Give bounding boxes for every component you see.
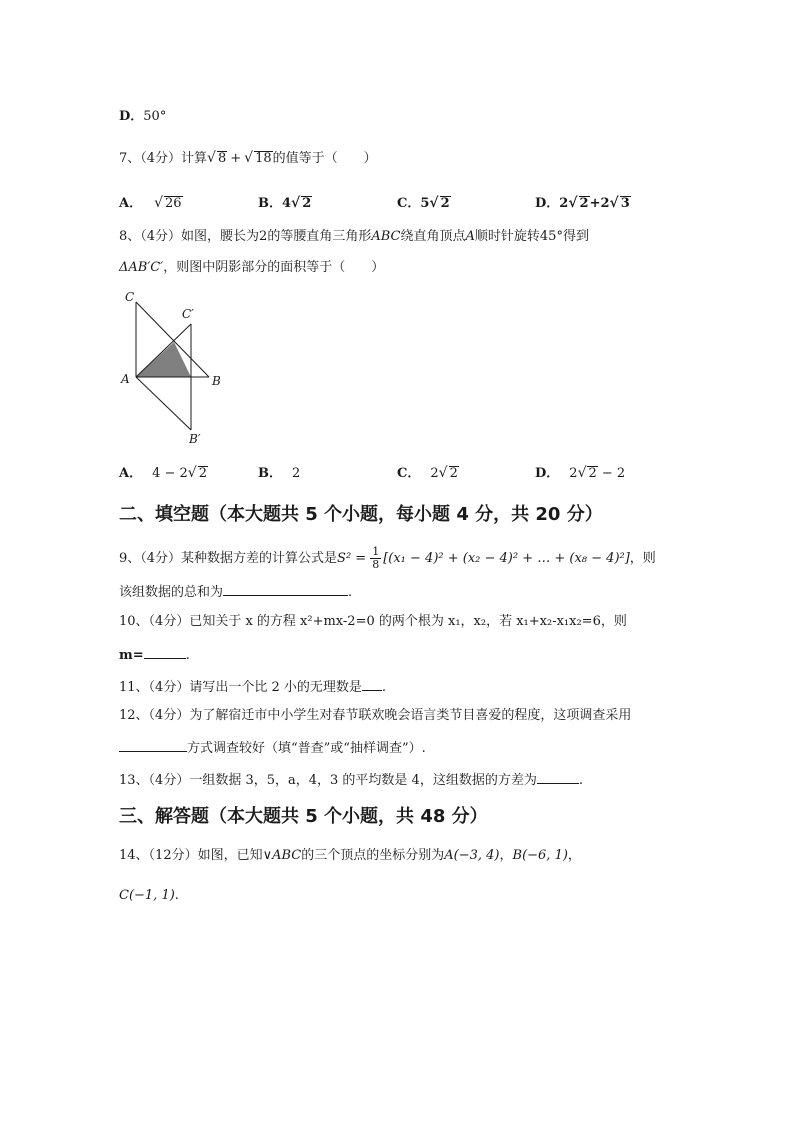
q8-option-c: C． 2√ 2 (397, 465, 458, 481)
option-label: C． (397, 196, 421, 211)
question-14-line-2 (119, 887, 179, 905)
option-label: B． (258, 196, 282, 211)
question-8-line-1 (119, 228, 589, 246)
q14-prefix: 14、（12分）如图，已知 (119, 848, 263, 863)
q9-end: . (348, 585, 353, 600)
q8-leg-length: 2 (259, 229, 268, 244)
q7-option-a: A． √ 26 (119, 195, 182, 211)
question-11 (119, 677, 386, 697)
q8-text-rest: ，则图中阴影部分的面积等于（ ） (163, 260, 385, 275)
option-radicand: 2 (302, 196, 312, 211)
question-10-line-2 (119, 645, 190, 665)
option-radicand: 2 (440, 196, 450, 211)
question-13 (119, 770, 583, 790)
option-radicand: 2 (198, 466, 207, 481)
q13-end: . (578, 773, 583, 788)
option-label: D． (535, 466, 560, 481)
question-12-line-1: 12、（4分）为了解宿迁市中小学生对春节联欢晚会语言类节目喜爱的程度，这项调查采用 (119, 708, 632, 723)
q13-text: 13、（4分）一组数据 3，5，a，4，3 的平均数是 4，这组数据的方差为 (119, 773, 537, 788)
option-value: 50° (143, 109, 167, 124)
q14-line2-end: . (174, 888, 179, 903)
q11-text: 11、（4分）请写出一个比 2 小的无理数是 (119, 680, 362, 695)
question-7: 7、（4分）计算√ 8 + √ 18的值等于（ ） (119, 150, 377, 166)
q11-answer-blank[interactable] (362, 677, 382, 691)
q8-rotated-triangle: ΔAB′C′ (119, 260, 164, 275)
q14-point-a: A(−3, 4) (444, 848, 500, 863)
section-2-heading: 二、填空题（本大题共 5 个小题，每小题 4 分，共 20 分） (119, 504, 603, 525)
option-label: A． (119, 466, 143, 481)
option-text: 2 (569, 466, 578, 481)
q9-frac-den: 8 (372, 558, 380, 571)
option-label: C． (397, 466, 421, 481)
q7-radicand-2: 18 (255, 151, 272, 166)
q10-prefix: m= (119, 648, 144, 663)
option-radicand: 2 (579, 196, 589, 211)
q9-prefix: 9、（4分）某种数据方差的计算公式是 (119, 551, 338, 566)
q8-text-a: 8、（4分）如图，腰长为 (119, 229, 260, 244)
q8-figure (118, 286, 221, 446)
option-radicand: 26 (165, 196, 182, 211)
option-radicand: 2 (588, 466, 597, 481)
q8-vertex: A (465, 229, 475, 244)
q14-separator: ， (499, 848, 513, 863)
option-label: A． (119, 196, 143, 211)
option-coef: 2 (559, 196, 569, 211)
q8-text-e: 得到 (562, 229, 589, 244)
q7-option-c: C．5√ 2 (397, 195, 450, 211)
q6-option-d (119, 108, 166, 126)
option-label: B． (258, 466, 282, 481)
q12-answer-blank[interactable] (119, 738, 187, 752)
label-b-prime: B′ (189, 432, 201, 446)
question-12-line-2 (119, 738, 426, 758)
option-text: 2 (430, 466, 439, 481)
q9-formula-lhs: S² = (337, 551, 367, 566)
option-mid: +2 (589, 196, 610, 211)
q9-frac-num: 1 (372, 545, 380, 558)
question-9-line-2 (119, 582, 352, 602)
shaded-region (136, 342, 191, 377)
q7-radicand-1: 8 (217, 151, 227, 166)
q8-text-b: 的等腰直角三角形 (267, 229, 372, 244)
q8-text-c: 绕直角顶点 (400, 229, 466, 244)
q14-mid: 的三个顶点的坐标分别为 (301, 848, 445, 863)
q8-text-d: 顺时针旋转 (474, 229, 540, 244)
q14-point-b: B(−6, 1) (512, 848, 568, 863)
label-b: B (212, 374, 221, 388)
segment-ab-prime (136, 377, 191, 430)
q8-option-a: A． 4 − 2√ 2 (119, 465, 207, 481)
q9-answer-blank[interactable] (223, 582, 348, 596)
question-8-line-2 (119, 259, 384, 277)
q11-end: . (381, 680, 386, 695)
q9-line2: 该组数据的总和为 (119, 585, 224, 600)
question-14-line-1 (119, 847, 581, 865)
q9-formula-body: [(x₁ − 4)² + (x₂ − 4)² + … + (x₈ − 4)²] (383, 551, 630, 566)
option-label: D． (535, 196, 560, 211)
q10-end: . (185, 648, 190, 663)
q8-angle: 45° (539, 229, 563, 244)
q7-option-b: B．4√ 2 (258, 195, 312, 211)
q7-prefix: 7、（4分）计算 (119, 151, 208, 166)
q8-option-d: D． 2√ 2 − 2 (535, 465, 626, 481)
q7-suffix: 的值等于（ ） (272, 151, 377, 166)
question-10-line-1: 10、（4分）已知关于 x 的方程 x²+mx-2=0 的两个根为 x₁，x₂，若 x₁+x₂-x₁x₂=6，则 (119, 614, 627, 629)
option-radicand-2: 3 (620, 196, 630, 211)
q14-point-c: C(−1, 1) (119, 888, 175, 903)
q13-answer-blank[interactable] (537, 770, 579, 784)
q12-rest: 方式调查较好（填“普查”或“抽样调查”）. (187, 741, 426, 756)
option-coef: 4 (282, 196, 292, 211)
option-radicand: 2 (449, 466, 458, 481)
option-label: D． (119, 109, 144, 124)
q10-answer-blank[interactable] (144, 645, 186, 659)
label-a: A (121, 372, 130, 386)
section-3-heading: 三、解答题（本大题共 5 个小题，共 48 分） (119, 806, 488, 827)
q8-option-b (258, 462, 300, 481)
option-tail: − 2 (597, 466, 626, 481)
q9-suffix: ，则 (629, 551, 656, 566)
q7-plus: + (230, 151, 242, 166)
option-text: 2 (292, 466, 301, 481)
option-coef: 5 (420, 196, 430, 211)
q7-option-d: D．2√ 2+2√ 3 (535, 195, 630, 211)
question-9-line-1 (119, 546, 656, 571)
q14-triangle: ∨ABC (262, 848, 302, 863)
option-text: 4 − 2 (152, 466, 188, 481)
q9-fraction (370, 546, 381, 571)
q8-triangle: ABC (371, 229, 401, 244)
label-c-prime: C′ (182, 307, 194, 321)
label-c: C (125, 290, 135, 304)
q14-line1-end: ， (567, 848, 581, 863)
